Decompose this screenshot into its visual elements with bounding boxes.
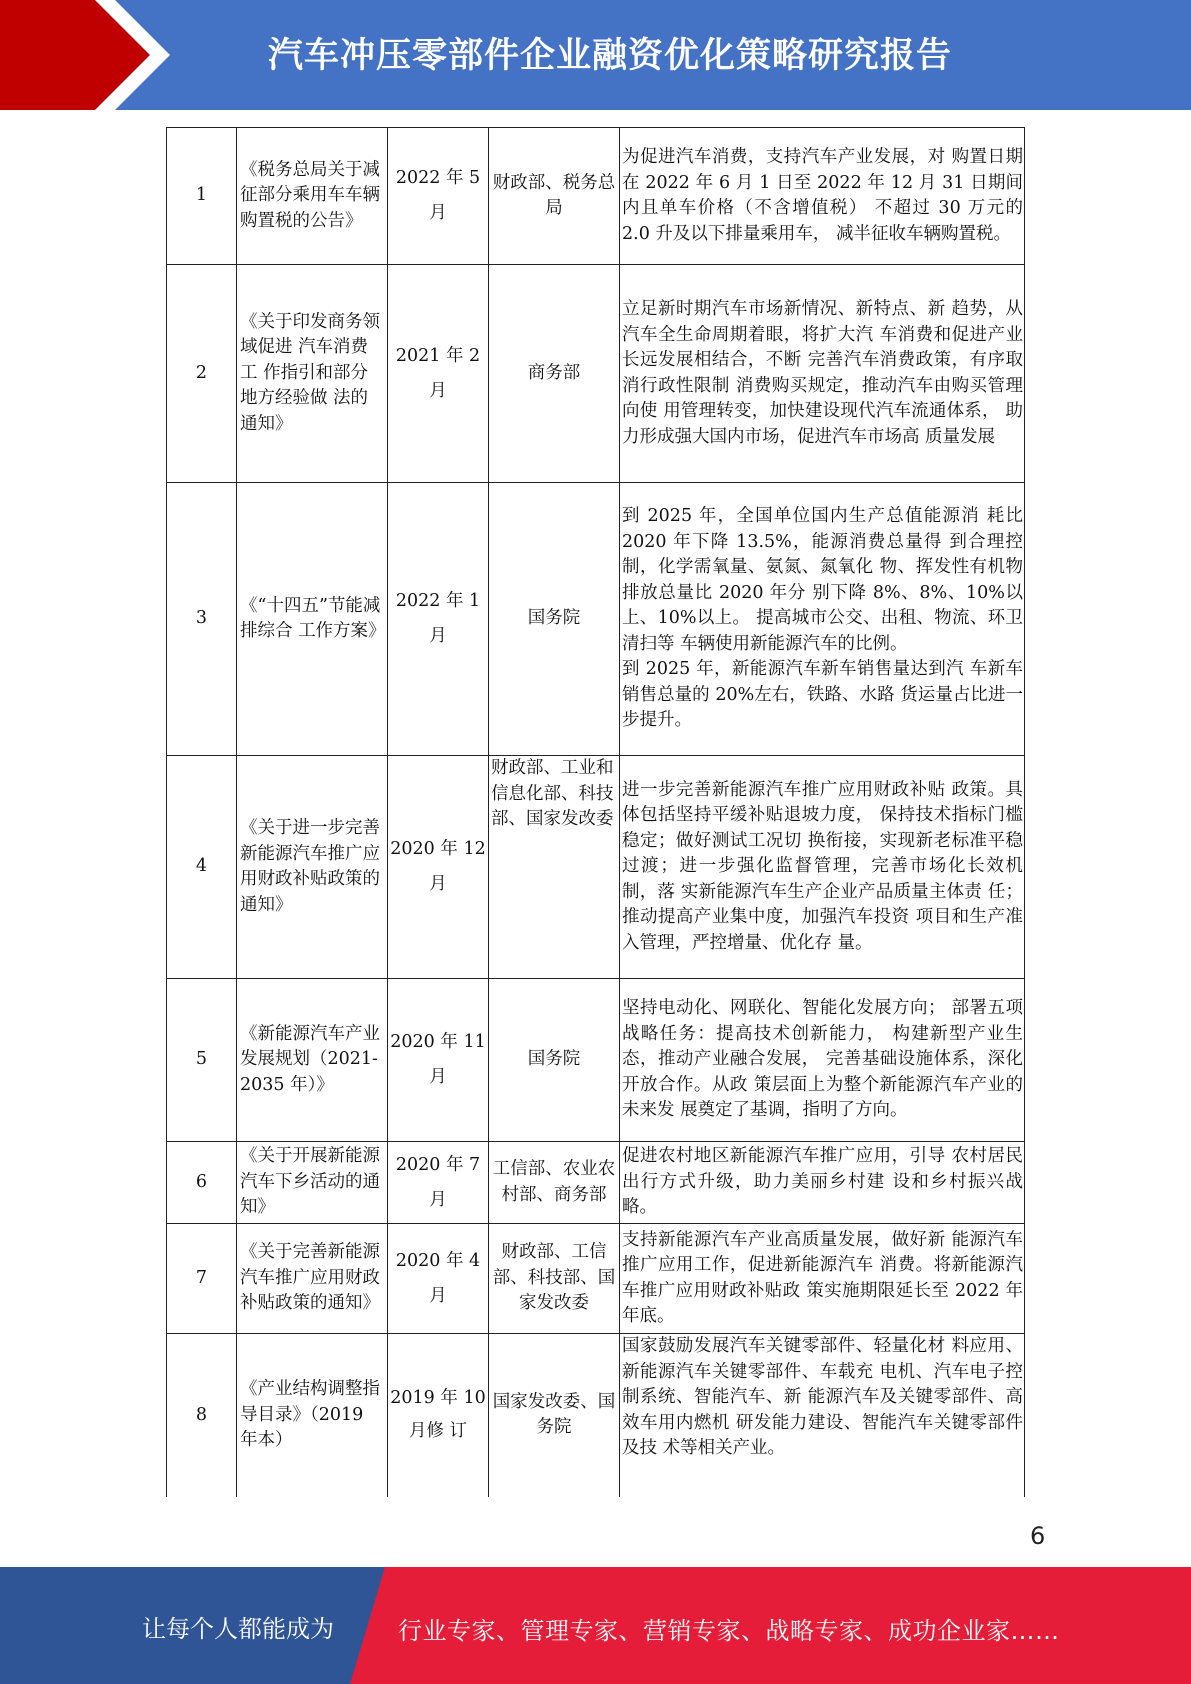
table-row: [167, 483, 1025, 756]
policy-name: 《新能源汽车产业发展规划（2021-2035 年）》: [237, 979, 388, 1142]
row-number: 4: [167, 756, 237, 979]
policy-name: 《关于印发商务领域促进 汽车消费工 作指引和部分 地方经验做 法的通知》: [237, 265, 388, 483]
table-row: [167, 265, 1025, 483]
issuing-department: 工信部、农业农村部、商务部: [489, 1142, 620, 1224]
policy-name: 《关于完善新能源汽车推广应用财政补贴政策的通知》: [237, 1224, 388, 1334]
issuing-department: 财政部、工信部、科技部、国家发改委: [489, 1224, 620, 1334]
description-paragraph: 到 2025 年，新能源汽车新车销售量达到汽 车新车销售总量的 20%左右，铁路、水路 货运量占比进一步提升。: [622, 659, 1023, 731]
policy-description: 国家鼓励发展汽车关键零部件、轻量化材 料应用、新能源汽车关键零部件、车载充 电机、汽车电子控制系统、智能汽车、新 能源汽车及关键零部件、高效车用内燃机 研发能力建设、智能汽车关键零部件及技 术等相关产业。: [620, 1334, 1025, 1497]
issuing-department: 商务部: [489, 265, 620, 483]
policy-table: [166, 127, 1025, 1497]
row-number: 1: [167, 128, 237, 265]
policy-name: 《税务总局关于减征部分乘用车车辆购置税的公告》: [237, 128, 388, 265]
issuing-department: 财政部、工业和信息化部、科技部、国家发改委: [489, 756, 620, 979]
row-number: 3: [167, 483, 237, 756]
issuing-department: 国务院: [489, 483, 620, 756]
issue-date: 2020 年 11 月: [388, 979, 489, 1142]
issue-date: 2020 年 7 月: [388, 1142, 489, 1224]
policy-description: [620, 483, 1025, 756]
issuing-department: 财政部、税务总局: [489, 128, 620, 265]
policy-name: 《产业结构调整指导目录》（2019 年本）: [237, 1334, 388, 1497]
description-paragraph: 到 2025 年，全国单位国内生产总值能源消 耗比 2020 年下降 13.5%，能源消费总量得 到合理控制，化学需氧量、氨氮、氮氧化 物、挥发性有机物排放总量比 2020 年分 别下降 8%、8%、10%以上、10%以上。 提高城市公交、出租、物流、环卫清扫等 车辆使用新能源汽车的比例。: [622, 506, 1023, 654]
issue-date: 2021 年 2 月: [388, 265, 489, 483]
table-row: [167, 756, 1025, 979]
table-row: [167, 979, 1025, 1142]
row-number: 8: [167, 1334, 237, 1497]
issue-date: 2020 年 4 月: [388, 1224, 489, 1334]
row-number: 6: [167, 1142, 237, 1224]
table-row: [167, 128, 1025, 265]
page-footer: [0, 1567, 1191, 1684]
policy-description: 促进农村地区新能源汽车推广应用，引导 农村居民出行方式升级，助力美丽乡村建 设和乡村振兴战略。: [620, 1142, 1025, 1224]
issue-date: 2022 年 5 月: [388, 128, 489, 265]
page-number: 6: [1030, 1522, 1046, 1550]
policy-name: 《关于开展新能源汽车下乡活动的通知》: [237, 1142, 388, 1224]
policy-description: 立足新时期汽车市场新情况、新特点、新 趋势，从汽车全生命周期着眼，将扩大汽 车消费和促进产业长远发展相结合，不断 完善汽车消费政策，有序取消行政性限制 消费购买规定，推动汽车由购买管理向使 用管理转变，加快建设现代汽车流通体系， 助力形成强大国内市场，促进汽车市场高 质量发展: [620, 265, 1025, 483]
issue-date: 2022 年 1 月: [388, 483, 489, 756]
issue-date: 2019 年 10 月修 订: [388, 1334, 489, 1497]
page-header: [0, 0, 1191, 110]
policy-description: 支持新能源汽车产业高质量发展，做好新 能源汽车推广应用工作，促进新能源汽车 消费。将新能源汽车推广应用财政补贴政 策实施期限延长至 2022 年年底。: [620, 1224, 1025, 1334]
row-number: 5: [167, 979, 237, 1142]
table-row: [167, 1224, 1025, 1334]
row-number: 2: [167, 265, 237, 483]
footer-slogan: 行业专家、管理专家、营销专家、战略专家、成功企业家……: [398, 1617, 1060, 1645]
policy-description: 为促进汽车消费，支持汽车产业发展，对 购置日期在 2022 年 6 月 1 日至 2022 年 12 月 31 日期间内且单车价格（不含增值税） 不超过 30 万元的 2.0 升及以下排量乘用车， 减半征收车辆购置税。: [620, 128, 1025, 265]
policy-name: 《“十四五”节能减排综合 工作方案》: [237, 483, 388, 756]
row-number: 7: [167, 1224, 237, 1334]
policy-name: 《关于进一步完善新能源汽车推广应用财政补贴政策的通知》: [237, 756, 388, 979]
issue-date: 2020 年 12 月: [388, 756, 489, 979]
issuing-department: 国务院: [489, 979, 620, 1142]
issuing-department: 国家发改委、国务院: [489, 1334, 620, 1497]
footer-slogan-lead: 让每个人都能成为: [142, 1615, 334, 1643]
policy-description: 坚持电动化、网联化、智能化发展方向； 部署五项战略任务：提高技术创新能力， 构建新型产业生态，推动产业融合发展， 完善基础设施体系，深化开放合作。从政 策层面上为整个新能源汽车产业的未来发 展奠定了基调，指明了方向。: [620, 979, 1025, 1142]
policy-description: 进一步完善新能源汽车推广应用财政补贴 政策。具体包括坚持平缓补贴退坡力度， 保持技术指标门槛稳定；做好测试工况切 换衔接，实现新老标准平稳过渡；进一步强化监督管理，完善市场化长效机制，落 实新能源汽车生产企业产品质量主体责 任；推动提高产业集中度，加强汽车投资 项目和生产准入管理，严控增量、优化存 量。: [620, 756, 1025, 979]
table-row: [167, 1334, 1025, 1497]
report-title: 汽车冲压零部件企业融资优化策略研究报告: [267, 36, 952, 76]
table-row: [167, 1142, 1025, 1224]
